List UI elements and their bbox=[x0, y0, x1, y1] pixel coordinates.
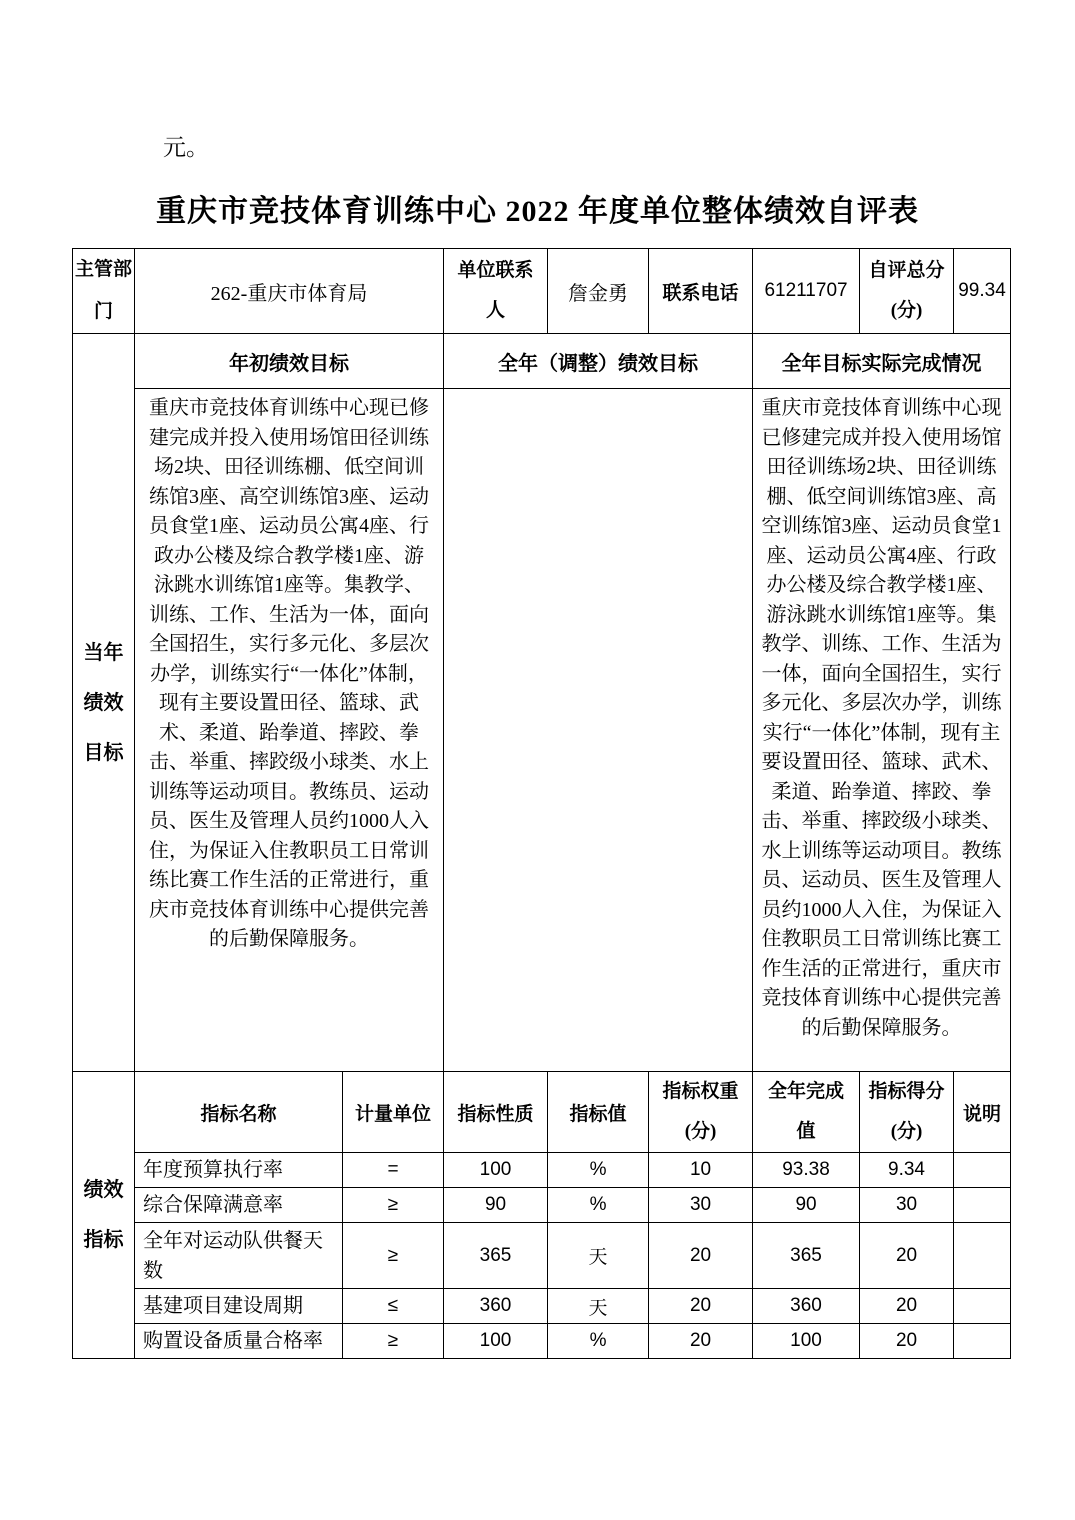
col-initial-header: 年初绩效目标 bbox=[135, 334, 444, 389]
indicator-score-cell: 30 bbox=[860, 1188, 954, 1223]
indicator-note-cell bbox=[954, 1289, 1011, 1324]
indicator-score-cell: 20 bbox=[860, 1223, 954, 1289]
indicator-row bbox=[73, 1289, 1011, 1324]
indicator-unit-cell: ≥ bbox=[343, 1324, 444, 1359]
self-evaluation-table bbox=[72, 248, 1011, 1359]
goals-row-label: 当年绩效目标 bbox=[73, 334, 135, 1072]
indicator-header-row bbox=[73, 1072, 1011, 1153]
indicator-name-cell: 综合保障满意率 bbox=[135, 1188, 343, 1223]
header-nature: 指标性质 bbox=[444, 1072, 548, 1153]
indicator-score-cell: 20 bbox=[860, 1324, 954, 1359]
indicator-completed-cell: 365 bbox=[753, 1223, 860, 1289]
indicator-score-cell: 20 bbox=[860, 1289, 954, 1324]
indicator-value-cell: 天 bbox=[548, 1223, 649, 1289]
initial-goal-text: 重庆市竞技体育训练中心现已修建完成并投入使用场馆田径训练场2块、田径训练棚、低空间训练馆3座、高空训练馆3座、运动员食堂1座、运动员公寓4座、行政办公楼及综合教学楼1座、游泳跳水训练馆1座等。集教学、训练、工作、生活为一体，面向全国招生，实行多元化、多层次办学，训练实行“一体化”体制，现有主要设置田径、篮球、武术、柔道、跆拳道、摔跤、拳击、举重、摔跤级小球类、水上训练等运动项目。教练员、运动员、医生及管理人员约1000人入住，为保证入住教职员工日常训练比赛工作生活的正常进行，重庆市竞技体育训练中心提供完善的后勤保障服务。 bbox=[135, 389, 444, 1072]
indicator-weight-cell: 20 bbox=[649, 1289, 753, 1324]
indicator-score-cell: 9.34 bbox=[860, 1153, 954, 1188]
self-score-value: 99.34 bbox=[954, 249, 1011, 334]
dept-label: 主管部门 bbox=[73, 249, 135, 334]
indicator-nature-cell: 100 bbox=[444, 1324, 548, 1359]
indicator-unit-cell: = bbox=[343, 1153, 444, 1188]
info-row bbox=[73, 249, 1011, 334]
header-weight bbox=[649, 1072, 753, 1153]
phone-label: 联系电话 bbox=[649, 249, 753, 334]
indicator-nature-cell: 90 bbox=[444, 1188, 548, 1223]
indicator-weight-cell: 20 bbox=[649, 1223, 753, 1289]
indicator-value-cell: 天 bbox=[548, 1289, 649, 1324]
contact-name: 詹金勇 bbox=[548, 249, 649, 334]
header-completed bbox=[753, 1072, 860, 1153]
indicator-completed-cell: 360 bbox=[753, 1289, 860, 1324]
header-score bbox=[860, 1072, 954, 1153]
dept-value: 262-重庆市体育局 bbox=[135, 249, 444, 334]
indicator-row bbox=[73, 1223, 1011, 1289]
goals-header-row bbox=[73, 334, 1011, 389]
goals-content-row bbox=[73, 389, 1011, 1072]
indicator-unit-cell: ≤ bbox=[343, 1289, 444, 1324]
indicator-value-cell: % bbox=[548, 1153, 649, 1188]
lead-text: 元。 bbox=[163, 135, 209, 160]
indicator-row bbox=[73, 1324, 1011, 1359]
contact-label bbox=[444, 249, 548, 334]
self-score-label-text: 自评总分(分) bbox=[868, 260, 945, 321]
indicator-value-cell: % bbox=[548, 1188, 649, 1223]
indicator-completed-cell: 90 bbox=[753, 1188, 860, 1223]
indicator-name-cell: 基建项目建设周期 bbox=[135, 1289, 343, 1324]
indicators-row-label: 绩效指标 bbox=[73, 1072, 135, 1359]
header-indicator-name: 指标名称 bbox=[135, 1072, 343, 1153]
indicator-completed-cell: 100 bbox=[753, 1324, 860, 1359]
indicator-row bbox=[73, 1188, 1011, 1223]
header-unit: 计量单位 bbox=[343, 1072, 444, 1153]
indicator-completed-cell: 93.38 bbox=[753, 1153, 860, 1188]
indicator-row bbox=[73, 1153, 1011, 1188]
header-score-text: 指标得分(分) bbox=[868, 1081, 945, 1142]
indicator-note-cell bbox=[954, 1324, 1011, 1359]
indicator-weight-cell: 10 bbox=[649, 1153, 753, 1188]
indicator-note-cell bbox=[954, 1188, 1011, 1223]
indicator-value-cell: % bbox=[548, 1324, 649, 1359]
indicator-name-cell: 年度预算执行率 bbox=[135, 1153, 343, 1188]
phone-number: 61211707 bbox=[753, 249, 860, 334]
col-adjusted-header: 全年（调整）绩效目标 bbox=[444, 334, 753, 389]
header-value: 指标值 bbox=[548, 1072, 649, 1153]
indicator-note-cell bbox=[954, 1153, 1011, 1188]
indicator-name-cell: 购置设备质量合格率 bbox=[135, 1324, 343, 1359]
header-note: 说明 bbox=[954, 1072, 1011, 1153]
indicator-weight-cell: 30 bbox=[649, 1188, 753, 1223]
indicator-note-cell bbox=[954, 1223, 1011, 1289]
indicator-unit-cell: ≥ bbox=[343, 1223, 444, 1289]
contact-label-text: 单位联系人 bbox=[457, 260, 534, 321]
indicator-weight-cell: 20 bbox=[649, 1324, 753, 1359]
indicator-name-cell: 全年对运动队供餐天数 bbox=[135, 1223, 343, 1289]
adjusted-goal-text bbox=[444, 389, 753, 1072]
self-score-label bbox=[860, 249, 954, 334]
page-title: 重庆市竞技体育训练中心 2022 年度单位整体绩效自评表 bbox=[156, 195, 919, 228]
header-completed-text: 全年完成值 bbox=[768, 1081, 845, 1142]
indicator-nature-cell: 360 bbox=[444, 1289, 548, 1324]
col-actual-header: 全年目标实际完成情况 bbox=[753, 334, 1011, 389]
indicator-unit-cell: ≥ bbox=[343, 1188, 444, 1223]
indicator-nature-cell: 100 bbox=[444, 1153, 548, 1188]
actual-completion-text: 重庆市竞技体育训练中心现已修建完成并投入使用场馆田径训练场2块、田径训练棚、低空间训练馆3座、高空训练馆3座、运动员食堂1座、运动员公寓4座、行政办公楼及综合教学楼1座、游泳跳水训练馆1座等。集教学、训练、工作、生活为一体，面向全国招生，实行多元化、多层次办学，训练实行“一体化”体制，现有主要设置田径、篮球、武术、柔道、跆拳道、摔跤、拳击、举重、摔跤级小球类、水上训练等运动项目。教练员、运动员、医生及管理人员约1000人入住，为保证入住教职员工日常训练比赛工作生活的正常进行，重庆市竞技体育训练中心提供完善的后勤保障服务。 bbox=[753, 389, 1011, 1072]
header-weight-text: 指标权重(分) bbox=[662, 1081, 739, 1142]
indicator-nature-cell: 365 bbox=[444, 1223, 548, 1289]
